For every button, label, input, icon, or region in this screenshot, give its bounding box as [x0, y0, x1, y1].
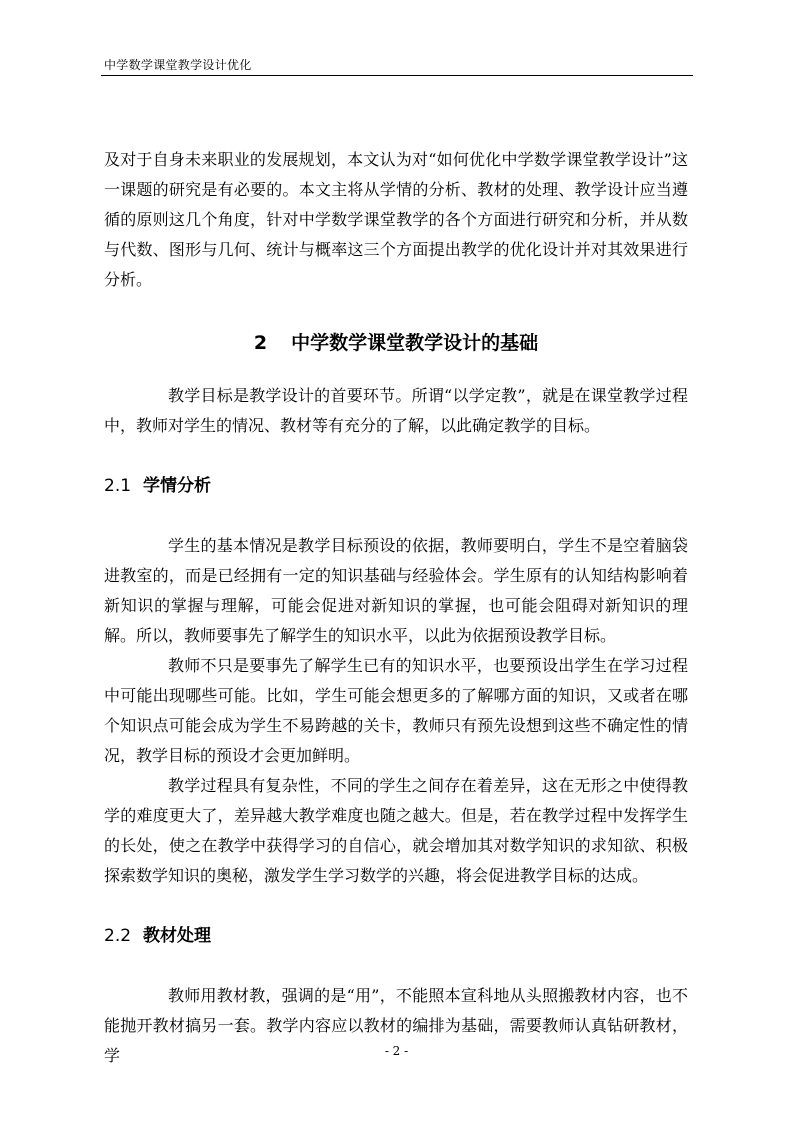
- section-title: 学情分析: [143, 476, 212, 496]
- section-number: 2.1: [104, 476, 132, 496]
- section-paragraph: 教学过程具有复杂性，不同的学生之间存在着差异，这在无形之中使得教学的难度更大了，差异越大教学难度也随之越大。但是，若在教学过程中发挥学生的长处，使之在教学中获得学习的自信心，就会增加其对数学知识的求知欲、积极探索数学知识的奥秘，激发学生学习数学的兴趣，将会促进教学目标的达成。: [104, 776, 688, 885]
- section-heading: [104, 921, 688, 951]
- page-body: [104, 145, 688, 1071]
- chapter-title: 中学数学课堂教学设计的基础: [291, 332, 539, 354]
- chapter-paragraph: 教学目标是教学设计的首要环节。所谓“以学定教”，就是在课堂教学过程中，教师对学生的情况、教材等有充分的了解，以此确定教学的目标。: [104, 386, 688, 435]
- section-paragraph: 教师用教材教，强调的是“用”，不能照本宣科地从头照搬教材内容，也不能抛开教材搞另一套。教学内容应以教材的编排为基础，需要教师认真钻研教材，学: [104, 986, 688, 1065]
- chapter-number: 2: [253, 332, 268, 354]
- section-title: 教材处理: [143, 926, 212, 946]
- section-paragraph: 教师不只是要事先了解学生已有的知识水平，也要预设出学生在学习过程中可能出现哪些可能。比如，学生可能会想更多的了解哪方面的知识，又或者在哪个知识点可能会成为学生不易跨越的关卡，教师只有预先设想到这些不确定性的情况，教学目标的预设才会更加鲜明。: [104, 656, 688, 765]
- running-header: 中学数学课堂教学设计优化: [104, 58, 252, 72]
- section-paragraph: 学生的基本情况是教学目标预设的依据，教师要明白，学生不是空着脑袋进教室的，而是已经拥有一定的知识基础与经验体会。学生原有的认知结构影响着新知识的掌握与理解，可能会促进对新知识的掌握，也可能会阻碍对新知识的理解。所以，教师要事先了解学生的知识水平，以此为依据预设教学目标。: [104, 536, 688, 645]
- section-number: 2.2: [104, 926, 132, 946]
- header-rule: [101, 75, 693, 76]
- section-heading: [104, 471, 688, 501]
- intro-paragraph: 及对于自身未来职业的发展规划，本文认为对“如何优化中学数学课堂教学设计”这一课题的研究是有必要的。本文主将从学情的分析、教材的处理、教学设计应当遵循的原则这几个角度，针对中学数学课堂教学的各个方面进行研究和分析，并从数与代数、图形与几何、统计与概率这三个方面提出教学的优化设计并对其效果进行分析。: [104, 150, 688, 289]
- chapter-heading: [104, 328, 688, 358]
- page-number: - 2 -: [384, 1044, 409, 1058]
